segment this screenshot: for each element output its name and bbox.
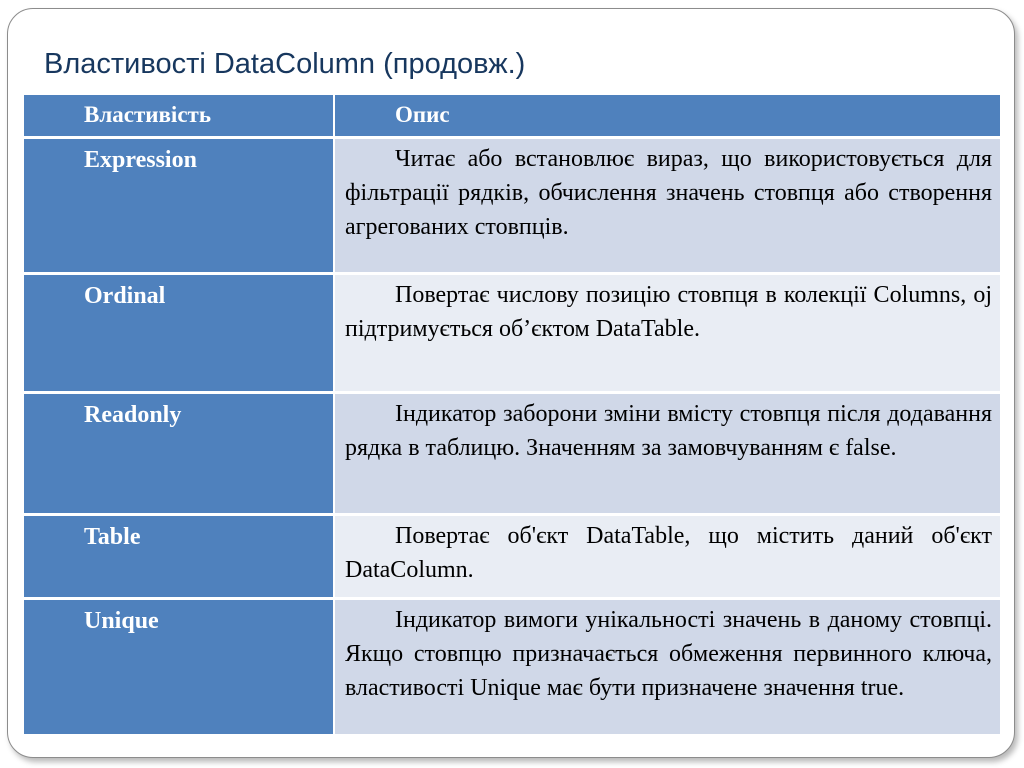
property-description: Читає або встановлює вираз, що використовується для фільтрації рядків, обчислення значень стовпця або створення агрегованих стовпців.: [334, 137, 1000, 273]
properties-table: [24, 95, 1000, 737]
property-name: Readonly: [24, 392, 334, 514]
table-row: [24, 598, 1000, 735]
property-description: Індикатор заборони зміни вмісту стовпця після додавання рядка в таблицю. Значенням за замовчуванням є false.: [334, 392, 1000, 514]
slide-title: Властивості DataColumn (продовж.): [44, 48, 526, 80]
property-name: Ordinal: [24, 273, 334, 392]
table-header-row: [24, 95, 1000, 137]
table-row: [24, 137, 1000, 273]
property-description: Повертає об'єкт DataTable, що містить даний об'єкт DataColumn.: [334, 514, 1000, 598]
table-row: [24, 392, 1000, 514]
property-name: Table: [24, 514, 334, 598]
table-row: [24, 273, 1000, 392]
header-property: Властивість: [24, 95, 334, 137]
property-name: Unique: [24, 598, 334, 735]
property-description: Повертає числову позицію стовпця в колекції Columns, оj підтримується об’єктом DataTable.: [334, 273, 1000, 392]
property-description: Індикатор вимоги унікальності значень в даному стовпці. Якщо стовпцю призначається обмеження первинного ключа, властивості Unique має бути призначене значення true.: [334, 598, 1000, 735]
property-name: Expression: [24, 137, 334, 273]
table-row: [24, 514, 1000, 598]
header-description: Опис: [334, 95, 1000, 137]
